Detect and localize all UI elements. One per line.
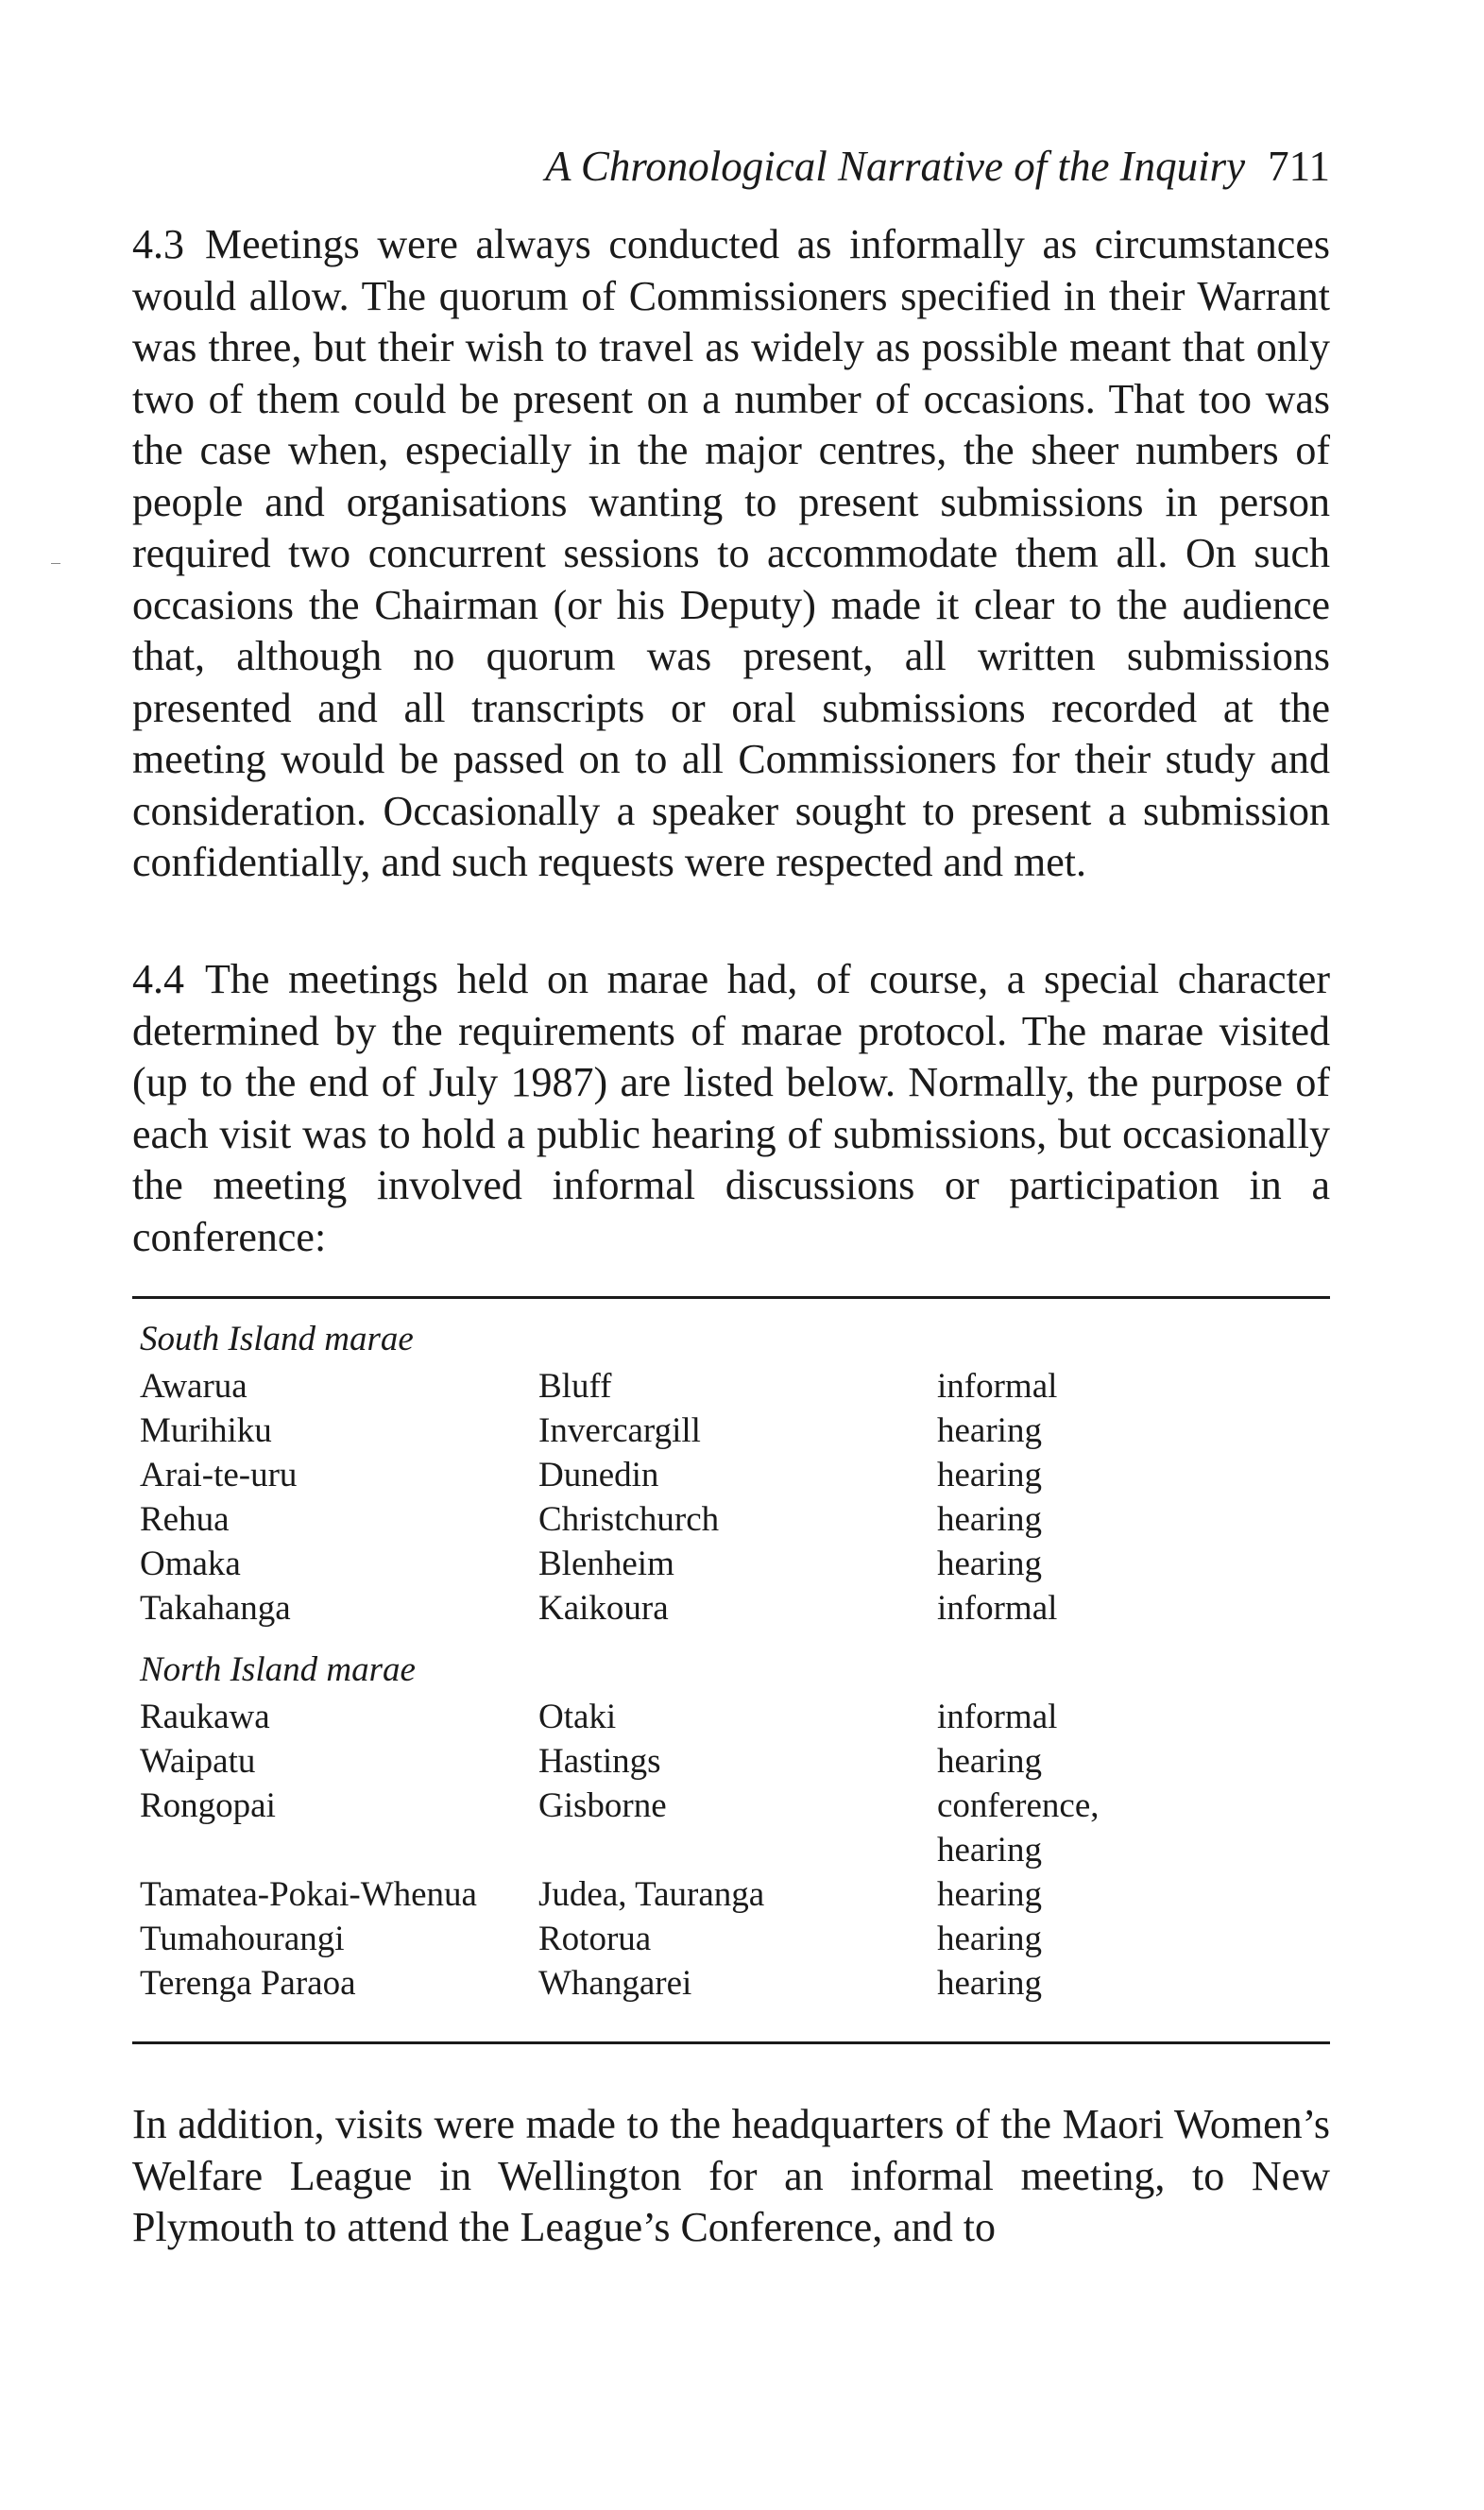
- paragraph-text: Meetings were always conducted as informally as circumstances would allow. The quorum of Commissioners specified in their Warrant was three, but their wish to travel as widely as possible meant that only two of them could be present on a number of occasions. That too was the case when, especially in the major centres, the sheer numbers of people and organisations wanting to present submissions in person required two concurrent sessions to accommodate them all. On such occasions the Chairman (or his Deputy) made it clear to the audience that, although no quorum was present, all written submissions presented and all transcripts or oral submissions recorded at the meeting would be passed on to all Commissioners for their study and consideration. Occasionally a speaker sought to present a submission confidentially, and such requests were respected and met.: [132, 221, 1330, 885]
- table-row: [140, 1364, 1321, 1409]
- paragraph-4-3: [132, 219, 1330, 889]
- marae-place: Kaikoura: [538, 1589, 669, 1628]
- visit-type: informal: [937, 1698, 1058, 1736]
- marae-place: Whangarei: [538, 1964, 692, 2003]
- visit-type: hearing: [937, 1742, 1042, 1781]
- section-spacer: [140, 1631, 1321, 1646]
- table-row: [140, 1917, 1321, 1961]
- table-row: [140, 1542, 1321, 1586]
- visit-type: hearing: [937, 1500, 1042, 1539]
- marae-name: Rongopai: [140, 1786, 276, 1825]
- marae-place: Dunedin: [538, 1456, 659, 1494]
- marae-name: Tumahourangi: [140, 1920, 345, 1958]
- marae-place: Rotorua: [538, 1920, 652, 1958]
- table-bottom-rule: [132, 2041, 1330, 2044]
- visit-type: conference,: [937, 1786, 1100, 1825]
- page-number: 711: [1268, 143, 1330, 190]
- marae-name: Rehua: [140, 1500, 230, 1539]
- marae-name: Raukawa: [140, 1698, 270, 1736]
- visit-type: hearing: [937, 1411, 1042, 1450]
- table-row-continuation: [140, 1828, 1321, 1872]
- marae-name: Tamatea-Pokai-Whenua: [140, 1875, 477, 1914]
- table-row: [140, 1497, 1321, 1542]
- visit-type: informal: [937, 1367, 1058, 1406]
- running-title: A Chronological Narrative of the Inquiry: [544, 143, 1246, 190]
- visit-type: hearing: [937, 1831, 1042, 1870]
- table-row: [140, 1409, 1321, 1453]
- marae-name: Omaka: [140, 1545, 241, 1583]
- margin-mark: [51, 563, 60, 564]
- table-row: [140, 1586, 1321, 1631]
- marae-name: Awarua: [140, 1367, 247, 1406]
- marae-place: Christchurch: [538, 1500, 720, 1539]
- table-row: [140, 1961, 1321, 2006]
- marae-place: Gisborne: [538, 1786, 667, 1825]
- marae-name: Terenga Paraoa: [140, 1964, 356, 2003]
- marae-place: Blenheim: [538, 1545, 674, 1583]
- marae-name: Takahanga: [140, 1589, 291, 1628]
- visit-type: hearing: [937, 1964, 1042, 2003]
- visit-type: informal: [937, 1589, 1058, 1628]
- paragraph-text: In addition, visits were made to the headquarters of the Maori Women’s Welfare League in Wellington for an informal meeting, to New Plymouth to attend the League’s Conference, and to: [132, 2101, 1330, 2250]
- table-row: [140, 1872, 1321, 1917]
- paragraph-4-4: [132, 954, 1330, 1263]
- table-top-rule: [132, 1296, 1330, 1299]
- marae-name: Waipatu: [140, 1742, 256, 1781]
- paragraph-continuation: [132, 2099, 1330, 2254]
- paragraph-text: The meetings held on marae had, of course, a special character determined by the requirements of marae protocol. The marae visited (up to the end of July 1987) are listed below. Normally, the purpose of each visit was to hold a public hearing of submissions, but occasionally the meeting involved informal discussions or participation in a conference:: [132, 956, 1330, 1260]
- table-row: [140, 1739, 1321, 1784]
- visit-type: hearing: [937, 1456, 1042, 1494]
- paragraph-number: 4.3: [132, 221, 184, 267]
- marae-place: Invercargill: [538, 1411, 701, 1450]
- table-row: [140, 1453, 1321, 1497]
- visit-type: hearing: [937, 1545, 1042, 1583]
- marae-place: Judea, Tauranga: [538, 1875, 765, 1914]
- marae-place: Hastings: [538, 1742, 661, 1781]
- table-row: [140, 1695, 1321, 1739]
- visit-type: hearing: [937, 1875, 1042, 1914]
- section-heading-north: North Island marae: [140, 1650, 416, 1689]
- marae-visits-table: [140, 1315, 1321, 2006]
- marae-name: Murihiku: [140, 1411, 272, 1450]
- visit-type: hearing: [937, 1920, 1042, 1958]
- marae-place: Otaki: [538, 1698, 617, 1736]
- running-header: [132, 140, 1330, 193]
- paragraph-number: 4.4: [132, 956, 184, 1002]
- marae-name: Arai-te-uru: [140, 1456, 298, 1494]
- table-row: [140, 1784, 1321, 1828]
- section-heading-south: South Island marae: [140, 1320, 414, 1358]
- marae-place: Bluff: [538, 1367, 612, 1406]
